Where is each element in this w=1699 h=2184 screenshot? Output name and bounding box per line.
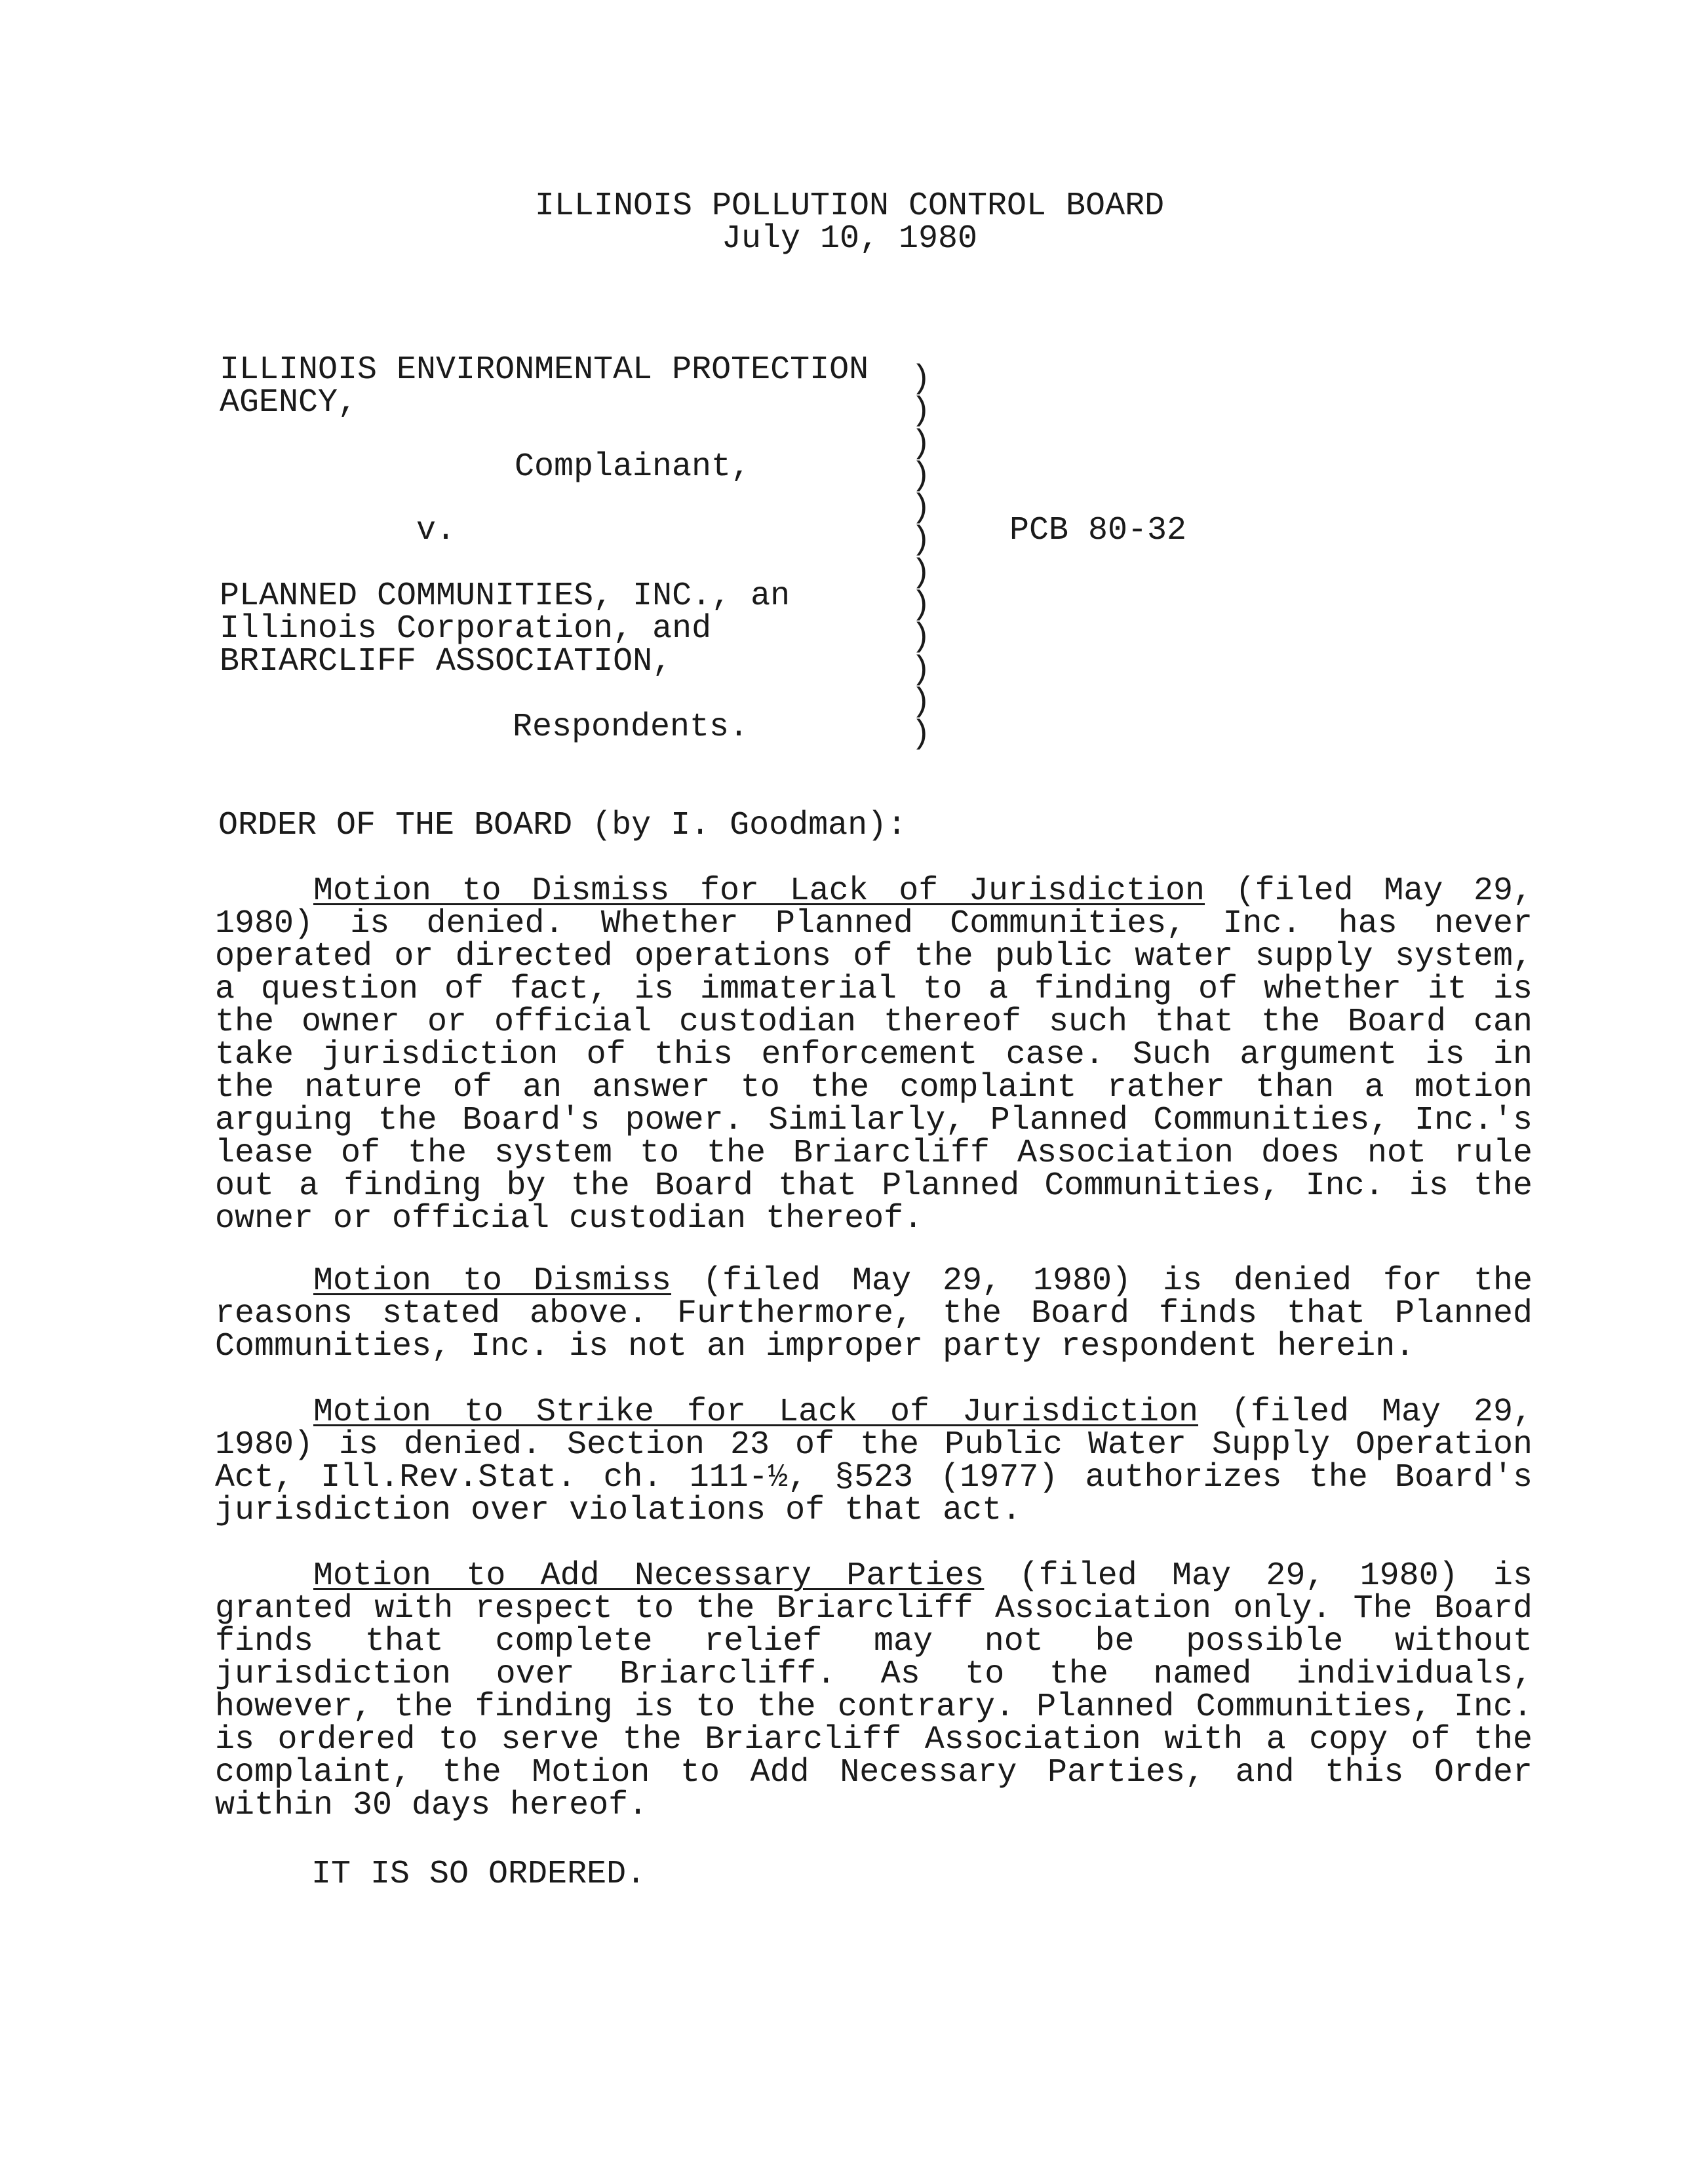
caption-paren: ) <box>911 522 931 560</box>
motion-title: Motion to Add Necessary Parties <box>313 1557 985 1595</box>
caption-paren: ) <box>911 457 931 495</box>
respondent-name-line2: Illinois Corporation, and <box>220 610 712 648</box>
paragraph-text: (filed May 29, 1980) is granted with respect to the Briarcliff Association only. The Board finds that complete relief may not be possible without jurisdiction over Briarcliff. As to the named individuals, however, the finding is to the contrary. Planned Communities, Inc. is ordered to serve the Briarcliff Association with a copy of the complaint, the Motion to Add Necessary Parties, and this Order within 30 days hereof. <box>215 1557 1533 1824</box>
caption-paren: ) <box>911 361 931 398</box>
caption-paren: ) <box>911 716 931 754</box>
case-number: PCB 80-32 <box>1009 512 1187 549</box>
order-heading: ORDER OF THE BOARD (by I. Goodman): <box>218 807 907 844</box>
versus-label: v. <box>416 512 456 549</box>
paragraph-motion-add-parties <box>215 1557 1533 1824</box>
caption-paren: ) <box>911 651 931 689</box>
order-date: July 10, 1980 <box>721 220 978 258</box>
caption-paren: ) <box>911 683 931 721</box>
paragraph-motion-strike <box>215 1396 1533 1527</box>
board-name: ILLINOIS POLLUTION CONTROL BOARD <box>534 187 1165 225</box>
paragraph-text: (filed May 29, 1980) is denied. Section 23 of the Public Water Supply Operation Act, Ill.Rev.Stat. ch. 111-½, §523 (1977) authorizes the Board's jurisdiction over violations of that act. <box>215 1394 1533 1529</box>
caption-parentheses <box>911 361 937 754</box>
motion-title: Motion to Dismiss for Lack of Jurisdiction <box>313 872 1205 910</box>
complainant-name-line2: AGENCY, <box>220 384 358 421</box>
respondent-role: Respondents. <box>513 709 749 746</box>
motion-title: Motion to Dismiss <box>313 1262 672 1300</box>
respondent-name-line1: PLANNED COMMUNITIES, INC., an <box>220 577 791 615</box>
complainant-role: Complainant, <box>515 448 751 486</box>
paragraph-text: (filed May 29, 1980) is denied for the reasons stated above. Furthermore, the Board finds that Planned Communities, Inc. is not an improper party respondent herein. <box>215 1262 1533 1365</box>
caption-paren: ) <box>911 393 931 431</box>
caption-paren: ) <box>911 619 931 657</box>
caption-paren: ) <box>911 425 931 463</box>
paragraph-motion-dismiss-jurisdiction <box>215 872 1533 1238</box>
respondent-name-line3: BRIARCLIFF ASSOCIATION, <box>220 643 673 680</box>
complainant-name-line1: ILLINOIS ENVIRONMENTAL PROTECTION <box>220 351 869 389</box>
paragraph-motion-dismiss <box>215 1262 1533 1365</box>
document-header <box>0 187 1699 258</box>
caption-paren: ) <box>911 554 931 592</box>
closing-statement: IT IS SO ORDERED. <box>311 1856 646 1893</box>
motion-title: Motion to Strike for Lack of Jurisdiction <box>313 1394 1199 1431</box>
caption-paren: ) <box>911 587 931 625</box>
caption-paren: ) <box>911 490 931 528</box>
paragraph-text: (filed May 29, 1980) is denied. Whether Planned Communities, Inc. has never operated or directed operations of the public water supply system, a question of fact, is immaterial to a finding of whether it is the owner or official custodian thereof such that the Board can take jurisdiction of this enforcement case. Such argument is in the nature of an answer to the complaint rather than a motion arguing the Board's power. Similarly, Planned Communities, Inc.'s lease of the system to the Briarcliff Association does not rule out a finding by the Board that Planned Communities, Inc. is the owner or official custodian thereof. <box>215 872 1533 1238</box>
